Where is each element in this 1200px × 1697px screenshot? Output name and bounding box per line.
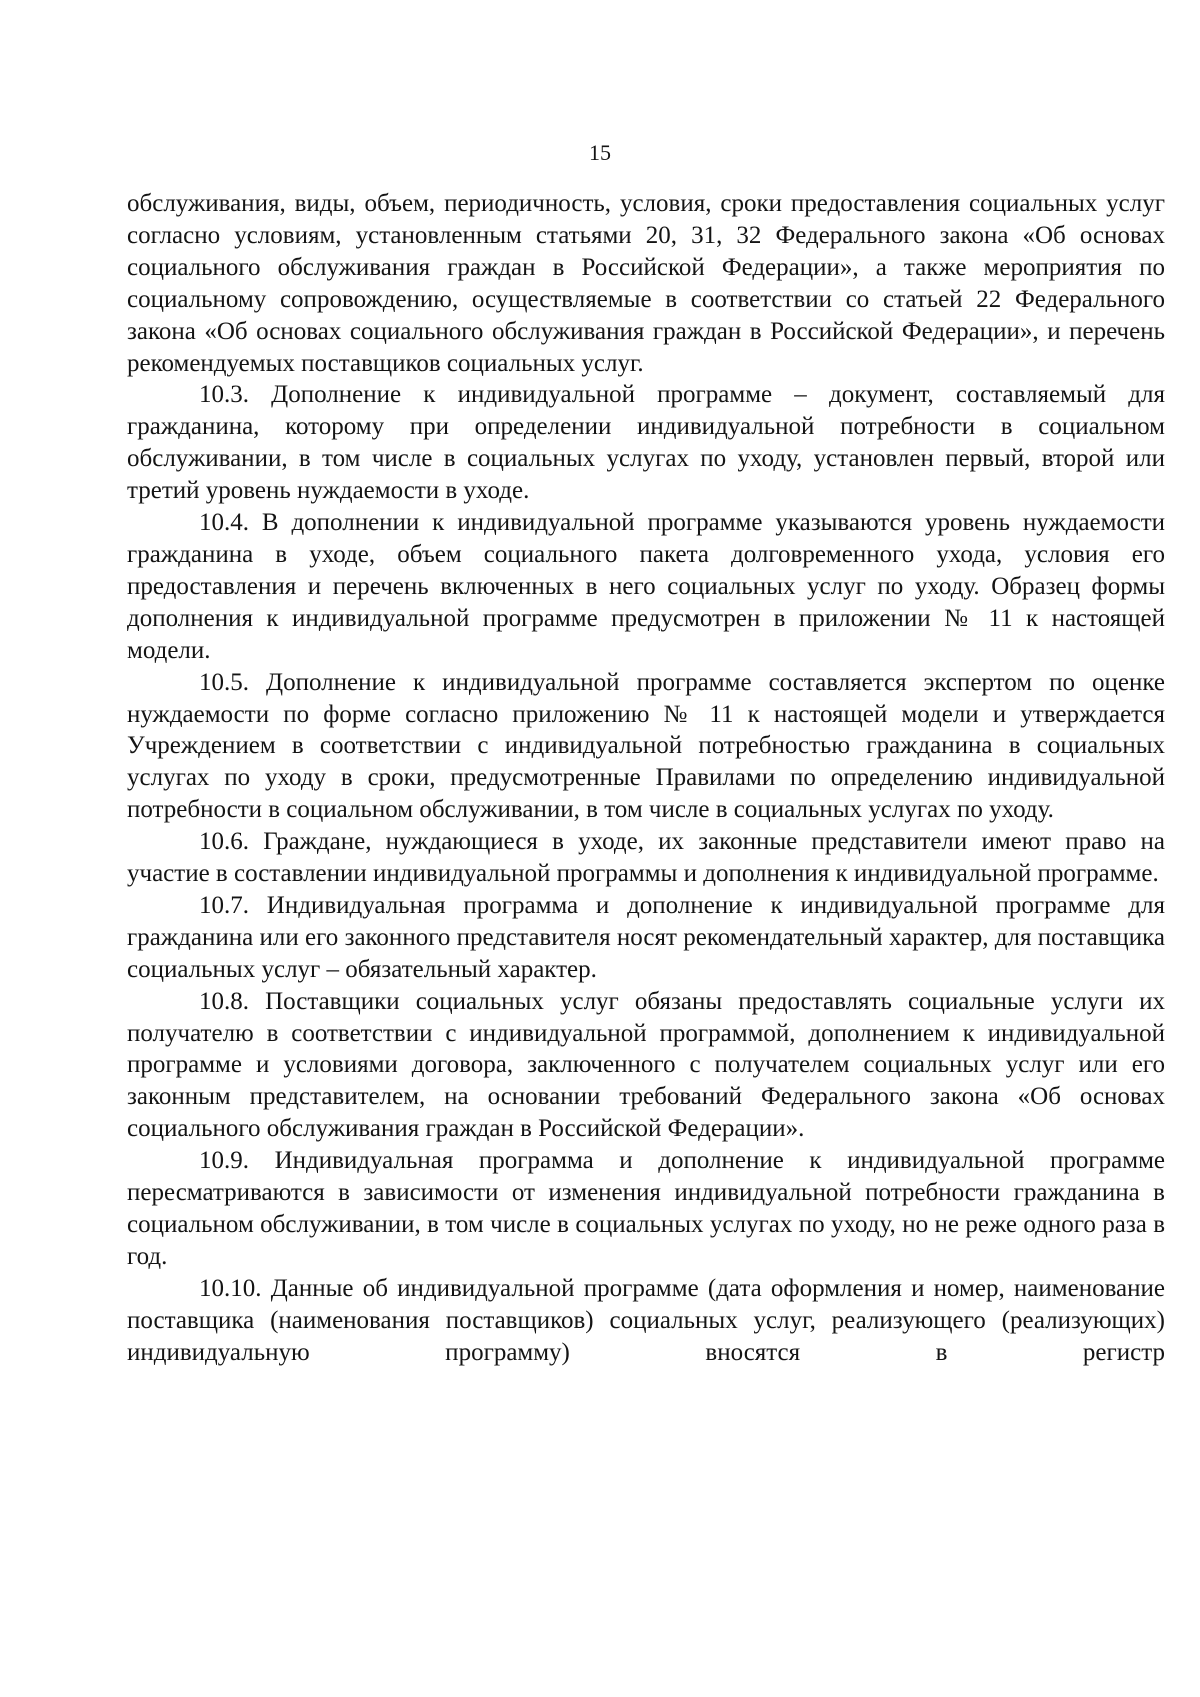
paragraph-10-10: 10.10. Данные об индивидуальной программе (дата оформления и номер, наименование поставщика (наименования поставщиков) социальных услуг, реализующего (реализующих) индивидуальную программу) вносятся в регистр: [127, 1274, 1165, 1366]
paragraph-10-3: 10.3. Дополнение к индивидуальной программе – документ, составляемый для гражданина, которому при определении индивидуальной потребности в социальном обслуживании, в том числе в социальных услугах по уходу, установлен первый, второй или третий уровень нуждаемости в уходе.: [127, 381, 1165, 505]
paragraph-10-4: 10.4. В дополнении к индивидуальной программе указываются уровень нуждаемости гражданина в уходе, объем социального пакета долговременного ухода, условия его предоставления и перечень включенных в него социальных услуг по уходу. Образец формы дополнения к индивидуальной программе предусмотрен в приложении № 11 к настоящей модели.: [127, 509, 1165, 664]
paragraph-continuation: обслуживания, виды, объем, периодичность, условия, сроки предоставления социальных услуг согласно условиям, установленным статьями 20, 31, 32 Федерального закона «Об основах социального обслуживания граждан в Российской Федерации», а также мероприятия по социальному сопровождению, осуществляемые в соответствии со статьей 22 Федерального закона «Об основах социального обслуживания граждан в Российской Федерации», и перечень рекомендуемых поставщиков социальных услуг.: [127, 190, 1165, 377]
page-number: 15: [589, 140, 611, 165]
paragraph-10-8: 10.8. Поставщики социальных услуг обязаны предоставлять социальные услуги их получателю в соответствии с индивидуальной программой, дополнением к индивидуальной программе и условиями договора, заключенного с получателем социальных услуг или его законным представителем, на основании требований Федерального закона «Об основах социального обслуживания граждан в Российской Федерации».: [127, 987, 1165, 1143]
document-body: [127, 188, 1165, 1369]
paragraph-10-9: 10.9. Индивидуальная программа и дополнение к индивидуальной программе пересматриваются в зависимости от изменения индивидуальной потребности гражданина в социальном обслуживании, в том числе в социальных услугах по уходу, но не реже одного раза в год.: [127, 1147, 1165, 1270]
paragraph-10-6: 10.6. Граждане, нуждающиеся в уходе, их законные представители имеют право на участие в составлении индивидуальной программы и дополнения к индивидуальной программе.: [127, 828, 1165, 888]
paragraph-10-5: 10.5. Дополнение к индивидуальной программе составляется экспертом по оценке нуждаемости по форме согласно приложению № 11 к настоящей модели и утверждается Учреждением в соответствии с индивидуальной потребностью гражданина в социальных услугах по уходу в сроки, предусмотренные Правилами по определению индивидуальной потребности в социальном обслуживании, в том числе в социальных услугах по уходу.: [127, 668, 1165, 824]
paragraph-10-7: 10.7. Индивидуальная программа и дополнение к индивидуальной программе для гражданина или его законного представителя носят рекомендательный характер, для поставщика социальных услуг – обязательный характер.: [127, 891, 1165, 983]
